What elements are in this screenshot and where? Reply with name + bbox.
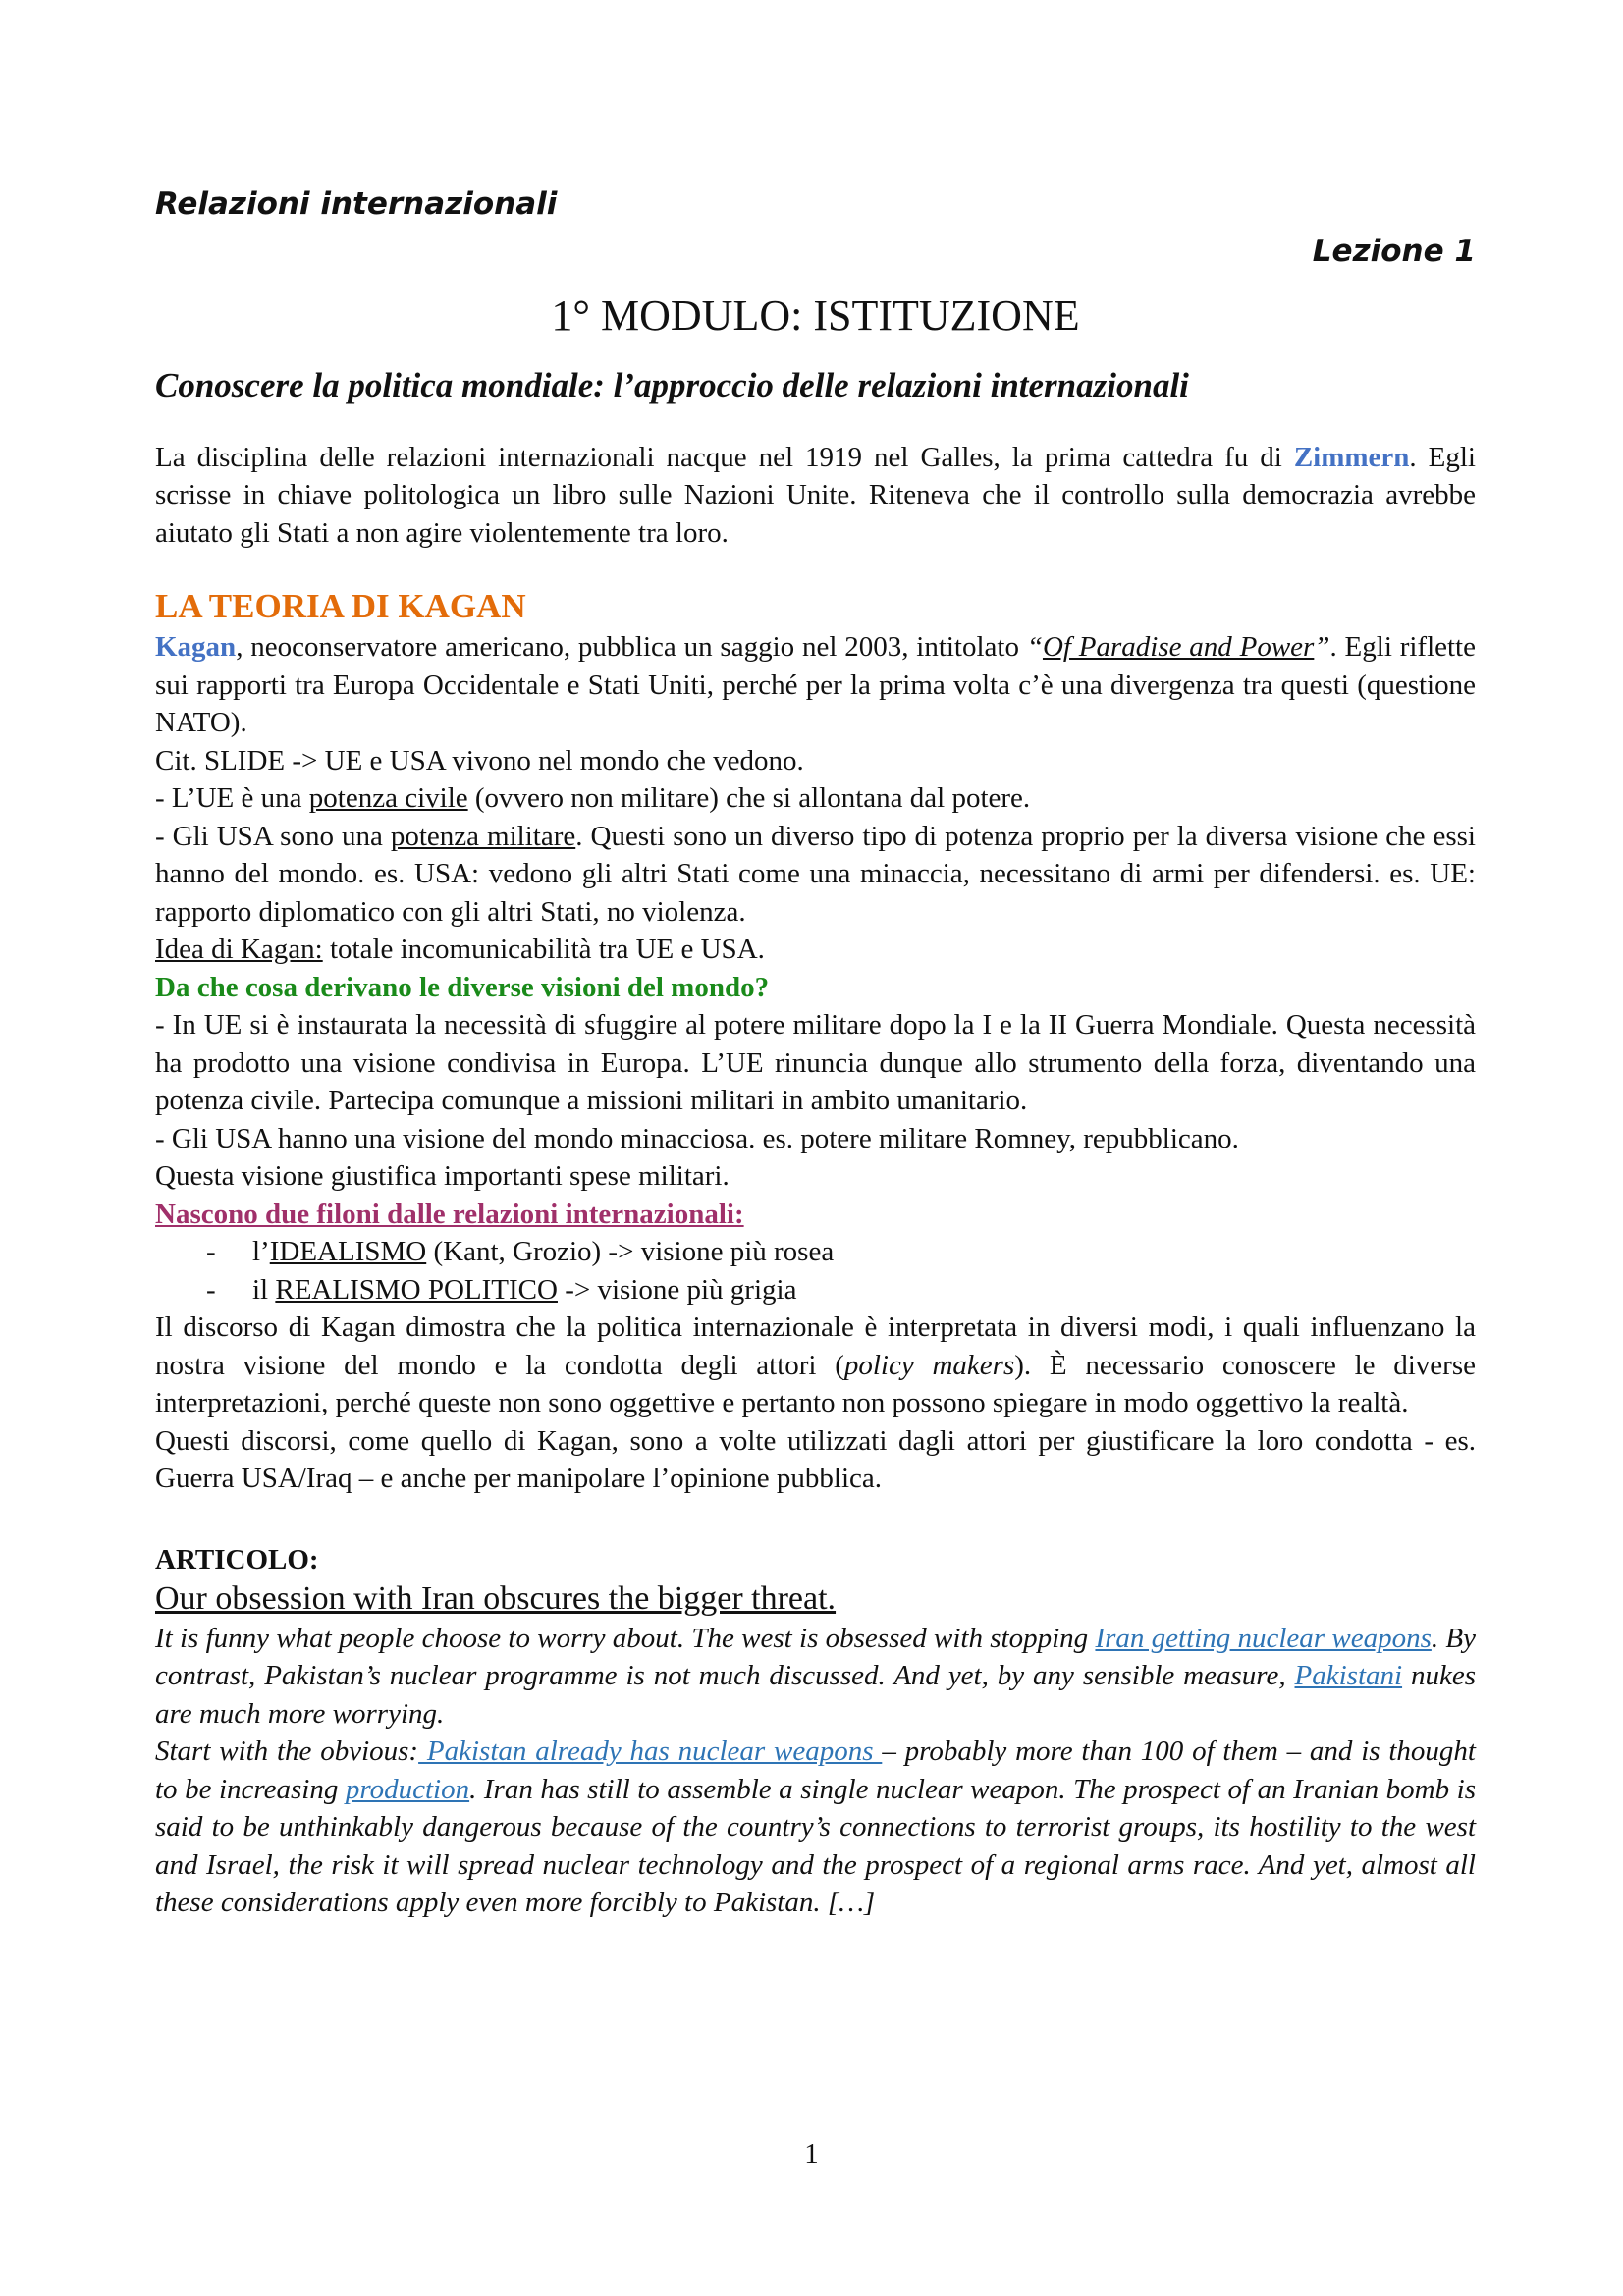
pakistan-weapons-link[interactable]: Pakistan already has nuclear weapons (418, 1735, 883, 1768)
article-paragraph-1: It is funny what people choose to worry about. The west is obsessed with stopping Iran getting nuclear weapons. By contrast, Pakistan’s nuclear programme is not much discussed. And yet, by any sensible measure, Pakistani nukes are much more worrying. (155, 1622, 1476, 1730)
section-subtitle: Conoscere la politica mondiale: l’approccio delle relazioni internazionali (155, 365, 1189, 404)
cit-line: Cit. SLIDE -> UE e USA vivono nel mondo che vedono. (155, 744, 804, 776)
kagan-heading: LA TEORIA DI KAGAN (155, 587, 526, 626)
document-page (155, 187, 1476, 1922)
filoni-heading: Nascono due filoni dalle relazioni internazionali: (155, 1198, 744, 1230)
discorso-paragraph: Il discorso di Kagan dimostra che la politica internazionale è interpretata in diversi modi, i quali influenzano la nostra visione del mondo e la condotta degli attori (policy makers). È necessario conoscere le diverse interpretazioni, perché queste non sono oggettive e pertanto non possono spiegare in modo oggettivo la realtà. (155, 1311, 1476, 1419)
intro-paragraph: La disciplina delle relazioni internazionali nacque nel 1919 nel Galles, la prima cattedra fu di Zimmern. Egli scrisse in chiave politologica un libro sulle Nazioni Unite. Riteneva che il controllo sulla democrazia avrebbe aiutato gli Stati a non agire violentemente tra loro. (155, 441, 1476, 549)
article-label: ARTICOLO: (155, 1543, 319, 1575)
production-link[interactable]: production (345, 1773, 470, 1805)
module-title: 1° MODULO: ISTITUZIONE (551, 292, 1080, 340)
kagan-intro-paragraph: Kagan, neoconservatore americano, pubblica un saggio nel 2003, intitolato “Of Paradise and Power”. Egli riflette sui rapporti tra Europa Occidentale e Stati Uniti, perché per la prima volta c’è una divergenza tra questi (questione NATO). (155, 631, 1476, 739)
filoni-list (155, 1233, 1476, 1308)
idea-line: Idea di Kagan: totale incomunicabilità tra UE e USA. (155, 934, 765, 966)
usa-vision-paragraph: - Gli USA hanno una visione del mondo minacciosa. es. potere militare Romney, repubblicano. (155, 1122, 1239, 1154)
page-number: 1 (804, 2138, 819, 2169)
book-title: Of Paradise and Power (1042, 631, 1315, 664)
ue-vision-paragraph: - In UE si è instaurata la necessità di sfuggire al potere militare dopo la I e la II Guerra Mondiale. Questa necessità ha prodotto una visione condivisa in Europa. L’UE rinuncia dunque allo strumento della forza, diventando una potenza civile. Partecipa comunque a missioni militari in ambito umanitario. (155, 1009, 1476, 1117)
kagan-name: Kagan (155, 631, 237, 664)
question-heading: Da che cosa derivano le diverse visioni del mondo? (155, 971, 770, 1003)
ue-line: - L’UE è una potenza civile (ovvero non militare) che si allontana dal potere. (155, 782, 1031, 815)
lesson-header: Lezione 1 (1312, 234, 1476, 269)
article-paragraph-2: Start with the obvious: Pakistan already has nuclear weapons – probably more than 100 of them – and is thought to be increasing production. Iran has still to assemble a single nuclear weapon. The prospect of an Iranian bomb is said to be unthinkably dangerous because of the country’s connections to terrorist groups, its hostility to the west and Israel, the risk it will spread nuclear technology and the prospect of a regional arms race. And yet, almost all these considerations apply even more forcibly to Pakistan. […] (155, 1735, 1476, 1919)
course-header: Relazioni internazionali (155, 187, 558, 222)
zimmern-name: Zimmern (1293, 441, 1410, 473)
article-body (155, 1620, 1476, 1922)
pakistani-link[interactable]: Pakistani (1294, 1660, 1403, 1692)
usa-paragraph: - Gli USA sono una potenza militare. Questi sono un diverso tipo di potenza proprio per la diversa visione che essi hanno del mondo. es. USA: vedono gli altri Stati come una minaccia, necessitano di armi per difendersi. es. UE: rapporto diplomatico con gli altri Stati, no violenza. (155, 820, 1476, 928)
article-title: Our obsession with Iran obscures the bigger threat. (155, 1579, 837, 1617)
list-item: - l’IDEALISMO (Kant, Grozio) -> visione più rosea (206, 1236, 835, 1268)
discorsi-paragraph: Questi discorsi, come quello di Kagan, sono a volte utilizzati dagli attori per giustificare la loro condotta - es. Guerra USA/Iraq – e anche per manipolare l’opinione pubblica. (155, 1424, 1476, 1495)
list-item: - il REALISMO POLITICO -> visione più grigia (206, 1273, 797, 1306)
iran-nuclear-link[interactable]: Iran getting nuclear weapons (1095, 1622, 1432, 1654)
usa-vision-line2: Questa visione giustifica importanti spese militari. (155, 1160, 730, 1193)
